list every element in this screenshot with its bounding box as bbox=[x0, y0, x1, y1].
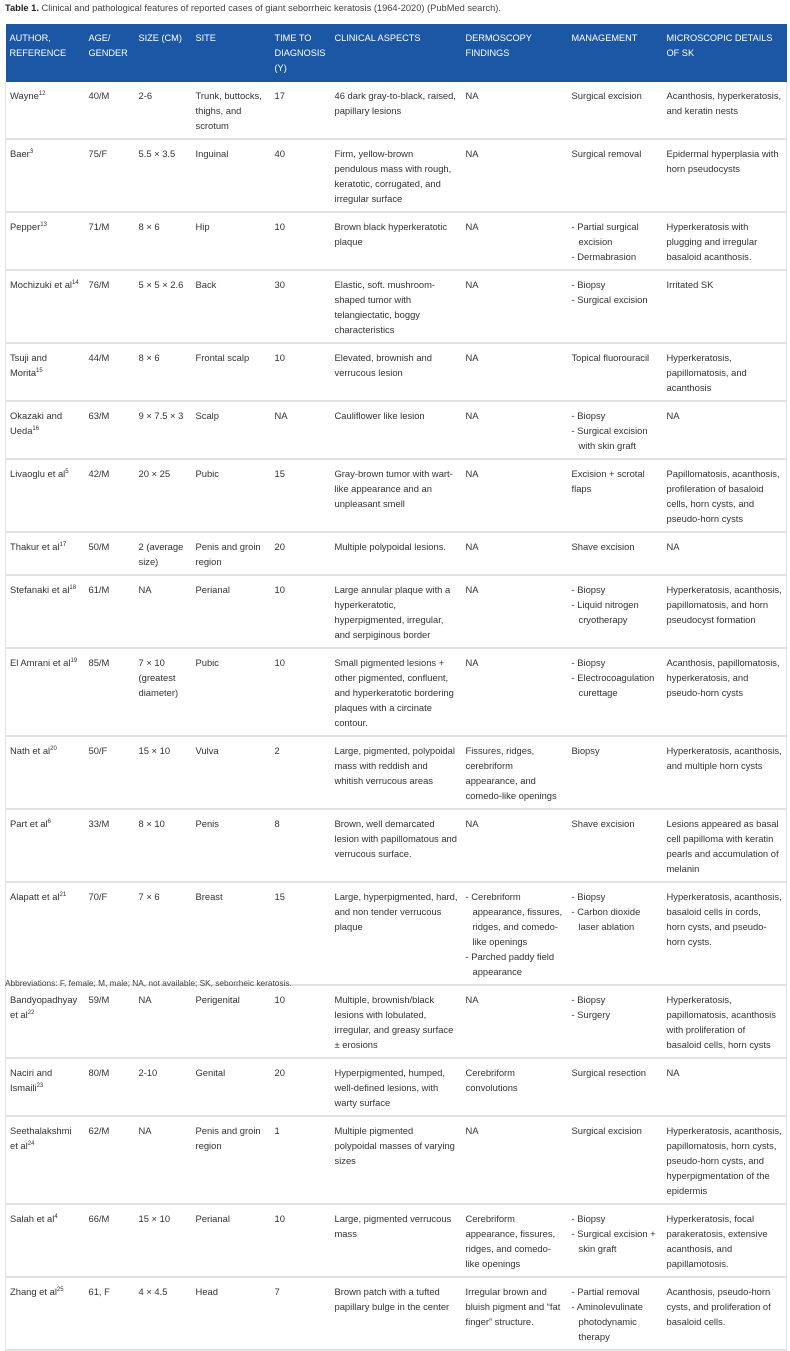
list-item: - Partial surgical excision bbox=[572, 219, 659, 249]
management-cell bbox=[568, 985, 663, 1058]
time-to-diagnosis-cell: 15 bbox=[271, 459, 331, 532]
list-item: - Cerebriform appearance, fissures, ridges, and comedo-like openings bbox=[466, 889, 564, 949]
list-item: - Liquid nitrogen cryotherapy bbox=[572, 597, 659, 627]
microscopic-details-cell: Hyperkeratosis, focal parakeratosis, extensive acanthosis, and papillamotosis. bbox=[663, 1204, 787, 1277]
time-to-diagnosis-cell: 20 bbox=[271, 1058, 331, 1116]
dermoscopy-cell: NA bbox=[462, 985, 568, 1058]
author-cell bbox=[6, 1058, 85, 1116]
reference-number: 18 bbox=[69, 585, 77, 591]
size-cell: 8 × 6 bbox=[135, 343, 192, 401]
author-cell bbox=[6, 139, 85, 212]
management-cell bbox=[568, 212, 663, 270]
table-row bbox=[6, 532, 787, 575]
microscopic-details-cell: Irritated SK bbox=[663, 270, 787, 343]
time-to-diagnosis-cell: 8 bbox=[271, 809, 331, 882]
clinical-aspects-cell: Brown black hyperkeratotic plaque bbox=[331, 212, 462, 270]
author-name: Tsuji and Morita bbox=[10, 352, 47, 378]
size-cell: 15 × 10 bbox=[135, 1204, 192, 1277]
age-gender-cell: 33/M bbox=[85, 809, 135, 882]
caption-text: Clinical and pathological features of reported cases of giant seborrheic keratosis (1964-2020) (PubMed search). bbox=[41, 3, 501, 13]
reference-number: 21 bbox=[59, 892, 67, 898]
author-cell bbox=[6, 1277, 85, 1350]
reference-number: 19 bbox=[70, 658, 78, 664]
site-cell: Genital bbox=[192, 1058, 271, 1116]
author-cell bbox=[6, 82, 85, 139]
microscopic-details-cell: Epidermal hyperplasia with horn pseudocysts bbox=[663, 139, 787, 212]
management-cell bbox=[568, 882, 663, 985]
size-cell: 9 × 7.5 × 3 bbox=[135, 401, 192, 459]
author-cell bbox=[6, 882, 85, 985]
column-header: TIME TO DIAGNOSIS (Y) bbox=[274, 33, 326, 73]
time-to-diagnosis-cell: 10 bbox=[271, 212, 331, 270]
age-gender-cell: 85/M bbox=[85, 648, 135, 736]
management-cell bbox=[568, 401, 663, 459]
dermoscopy-cell: NA bbox=[462, 809, 568, 882]
list-item: - Biopsy bbox=[572, 408, 659, 423]
reference-number: 14 bbox=[72, 280, 79, 286]
size-cell: NA bbox=[135, 575, 192, 648]
age-gender-cell: 76/M bbox=[85, 270, 135, 343]
time-to-diagnosis-cell: 10 bbox=[271, 575, 331, 648]
dermoscopy-cell: NA bbox=[462, 401, 568, 459]
site-cell: Perigenital bbox=[192, 985, 271, 1058]
clinical-aspects-cell: Cauliflower like lesion bbox=[331, 401, 462, 459]
table-row bbox=[6, 401, 787, 459]
time-to-diagnosis-cell: 10 bbox=[271, 648, 331, 736]
age-gender-cell: 61/M bbox=[85, 575, 135, 648]
management-cell: Surgical excision bbox=[568, 1116, 663, 1204]
author-name: Thakur et al bbox=[10, 541, 60, 552]
list-item: - Biopsy bbox=[572, 889, 659, 904]
microscopic-details-cell: Hyperkeratosis, papillomatosis, acanthosis with proliferation of basaloid cells, horn cysts bbox=[663, 985, 787, 1058]
management-cell bbox=[568, 1204, 663, 1277]
dermoscopy-cell: NA bbox=[462, 575, 568, 648]
age-gender-cell: 42/M bbox=[85, 459, 135, 532]
list-item: - Surgery bbox=[572, 1007, 659, 1022]
table-row bbox=[6, 1116, 787, 1204]
time-to-diagnosis-cell: 20 bbox=[271, 532, 331, 575]
reference-number: 24 bbox=[27, 1141, 35, 1147]
time-to-diagnosis-cell: 10 bbox=[271, 985, 331, 1058]
site-cell: Breast bbox=[192, 882, 271, 985]
author-cell bbox=[6, 736, 85, 809]
list-item: - Partial removal bbox=[572, 1284, 659, 1299]
time-to-diagnosis-cell: 15 bbox=[271, 882, 331, 985]
reference-number: 15 bbox=[36, 368, 43, 374]
site-cell: Pubic bbox=[192, 459, 271, 532]
microscopic-details-cell: Papillomatosis, acanthosis, profileration of basaloid cells, horn cysts, and pseudo-horn cysts bbox=[663, 459, 787, 532]
management-cell bbox=[568, 270, 663, 343]
clinical-aspects-cell: Elastic, soft. mushroom-shaped tumor with telangiectatic, boggy characteristics bbox=[331, 270, 462, 343]
microscopic-details-cell: Acanthosis, pseudo-horn cysts, and proliferation of basaloid cells. bbox=[663, 1277, 787, 1350]
author-cell bbox=[6, 985, 85, 1058]
author-name: Mochizuki et al bbox=[10, 279, 73, 290]
management-cell: Excision + scrotal flaps bbox=[568, 459, 663, 532]
table-footnote: Abbreviations: F, female; M, male; NA, not available; SK, seborrheic keratosis. bbox=[5, 978, 292, 988]
column-header: CLINICAL ASPECTS bbox=[334, 33, 421, 43]
author-cell bbox=[6, 575, 85, 648]
reference-number: 6 bbox=[47, 819, 51, 825]
list-item: - Surgical excision with skin graft bbox=[572, 423, 659, 453]
clinical-aspects-cell: Small pigmented lesions + other pigmented, confluent, and hyperkeratotic bordering plaques with a circinate contour. bbox=[331, 648, 462, 736]
author-name: Stefanaki et al bbox=[10, 584, 70, 595]
bullet-list bbox=[572, 889, 659, 934]
column-header: SIZE (CM) bbox=[138, 33, 182, 43]
author-name: Naciri and Ismaili bbox=[10, 1067, 53, 1093]
management-cell: Biopsy bbox=[568, 736, 663, 809]
age-gender-cell: 50/M bbox=[85, 532, 135, 575]
dermoscopy-cell: NA bbox=[462, 648, 568, 736]
table-caption bbox=[5, 3, 501, 13]
clinical-aspects-cell: Large, pigmented verrucous mass bbox=[331, 1204, 462, 1277]
author-name: Part et al bbox=[10, 818, 48, 829]
size-cell: 2-6 bbox=[135, 82, 192, 139]
microscopic-details-cell: Acanthosis, papillomatosis, hyperkeratosis, and pseudo-horn cysts bbox=[663, 648, 787, 736]
bullet-list bbox=[572, 219, 659, 264]
site-cell: Head bbox=[192, 1277, 271, 1350]
author-name: Seethalakshmi et al bbox=[10, 1125, 72, 1151]
microscopic-details-cell: NA bbox=[663, 1058, 787, 1116]
author-cell bbox=[6, 648, 85, 736]
table-row bbox=[6, 139, 787, 212]
microscopic-details-cell: Hyperkeratosis, acanthosis, basaloid cells in cords, horn cysts, and pseudo-horn cysts. bbox=[663, 882, 787, 985]
table-row bbox=[6, 343, 787, 401]
list-item: - Surgical excision + skin graft bbox=[572, 1226, 659, 1256]
author-name: Alapatt et al bbox=[10, 891, 60, 902]
age-gender-cell: 75/F bbox=[85, 139, 135, 212]
size-cell: NA bbox=[135, 1116, 192, 1204]
table-row bbox=[6, 575, 787, 648]
microscopic-details-cell: Acanthosis, hyperkeratosis, and keratin nests bbox=[663, 82, 787, 139]
dermoscopy-cell: NA bbox=[462, 532, 568, 575]
dermoscopy-cell: NA bbox=[462, 270, 568, 343]
size-cell: 7 × 6 bbox=[135, 882, 192, 985]
table-row bbox=[6, 736, 787, 809]
site-cell: Penis and groin region bbox=[192, 1116, 271, 1204]
clinical-aspects-cell: Multiple polypoidal lesions. bbox=[331, 532, 462, 575]
column-header: MANAGEMENT bbox=[571, 33, 638, 43]
author-cell bbox=[6, 270, 85, 343]
reference-number: 16 bbox=[32, 426, 40, 432]
table-row bbox=[6, 1204, 787, 1277]
author-cell bbox=[6, 532, 85, 575]
microscopic-details-cell: Lesions appeared as basal cell papilloma with keratin pearls and accumulation of melanin bbox=[663, 809, 787, 882]
site-cell: Inguinal bbox=[192, 139, 271, 212]
management-cell: Surgical resection bbox=[568, 1058, 663, 1116]
microscopic-details-cell: NA bbox=[663, 532, 787, 575]
bullet-list bbox=[572, 1284, 659, 1344]
time-to-diagnosis-cell: 30 bbox=[271, 270, 331, 343]
clinical-aspects-cell: Large, hyperpigmented, hard, and non tender verrucous plaque bbox=[331, 882, 462, 985]
clinical-aspects-cell: Multiple, brownish/black lesions with lobulated, irregular, and greasy surface ± erosions bbox=[331, 985, 462, 1058]
age-gender-cell: 50/F bbox=[85, 736, 135, 809]
management-cell bbox=[568, 575, 663, 648]
author-cell bbox=[6, 401, 85, 459]
site-cell: Back bbox=[192, 270, 271, 343]
clinical-aspects-cell: Hyperpigmented, humped, well-defined lesions, with warty surface bbox=[331, 1058, 462, 1116]
list-item: - Biopsy bbox=[572, 1211, 659, 1226]
clinical-aspects-cell: Brown, well demarcated lesion with papillomatous and verrucous surface. bbox=[331, 809, 462, 882]
site-cell: Penis and groin region bbox=[192, 532, 271, 575]
management-cell: Topical fluorouracil bbox=[568, 343, 663, 401]
age-gender-cell: 61, F bbox=[85, 1277, 135, 1350]
clinical-aspects-cell: Gray-brown tumor with wart-like appearance and an unpleasant smell bbox=[331, 459, 462, 532]
list-item: - Parched paddy field appearance bbox=[466, 949, 564, 979]
microscopic-details-cell: Hyperkeratosis, acanthosis, papillomatosis, horn cysts, pseudo-horn cysts, and hyperpigmentation of the epidermis bbox=[663, 1116, 787, 1204]
bullet-list bbox=[572, 1211, 659, 1256]
management-cell: Surgical removal bbox=[568, 139, 663, 212]
size-cell: 4 × 4.5 bbox=[135, 1277, 192, 1350]
table-row bbox=[6, 212, 787, 270]
reference-number: 23 bbox=[36, 1083, 44, 1089]
bullet-list bbox=[572, 408, 659, 453]
site-cell: Trunk, buttocks, thighs, and scrotum bbox=[192, 82, 271, 139]
reference-number: 12 bbox=[38, 91, 46, 97]
author-cell bbox=[6, 809, 85, 882]
size-cell: NA bbox=[135, 985, 192, 1058]
dermoscopy-cell bbox=[462, 882, 568, 985]
size-cell: 5.5 × 3.5 bbox=[135, 139, 192, 212]
site-cell: Pubic bbox=[192, 648, 271, 736]
dermoscopy-cell: NA bbox=[462, 1116, 568, 1204]
table-row bbox=[6, 82, 787, 139]
author-name: Zhang et al bbox=[10, 1286, 57, 1297]
author-cell bbox=[6, 459, 85, 532]
reference-number: 25 bbox=[56, 1287, 64, 1293]
table-row bbox=[6, 270, 787, 343]
table-row bbox=[6, 648, 787, 736]
dermoscopy-cell: NA bbox=[462, 459, 568, 532]
author-name: Okazaki and Ueda bbox=[10, 410, 63, 436]
author-name: Bandyopadhyay et al bbox=[10, 994, 78, 1020]
time-to-diagnosis-cell: 1 bbox=[271, 1116, 331, 1204]
size-cell: 2-10 bbox=[135, 1058, 192, 1116]
bullet-list bbox=[572, 277, 659, 307]
table-row bbox=[6, 1058, 787, 1116]
microscopic-details-cell: Hyperkeratosis with plugging and irregular basaloid acanthosis. bbox=[663, 212, 787, 270]
microscopic-details-cell: Hyperkeratosis, acanthosis, and multiple horn cysts bbox=[663, 736, 787, 809]
clinical-aspects-cell: Multiple pigmented polypoidal masses of varying sizes bbox=[331, 1116, 462, 1204]
dermoscopy-cell: Fissures, ridges, cerebriform appearance, and comedo-like openings bbox=[462, 736, 568, 809]
age-gender-cell: 62/M bbox=[85, 1116, 135, 1204]
microscopic-details-cell: Hyperkeratosis, papillomatosis, and acanthosis bbox=[663, 343, 787, 401]
dermoscopy-cell: Irregular brown and bluish pigment and “fat finger” structure. bbox=[462, 1277, 568, 1350]
dermoscopy-cell: NA bbox=[462, 343, 568, 401]
author-cell bbox=[6, 212, 85, 270]
author-name: Wayne bbox=[10, 90, 39, 101]
time-to-diagnosis-cell: 2 bbox=[271, 736, 331, 809]
list-item: - Surgical excision bbox=[572, 292, 659, 307]
bullet-list bbox=[466, 889, 564, 979]
author-cell bbox=[6, 343, 85, 401]
microscopic-details-cell: Hyperkeratosis, acanthosis, papillomatosis, and horn pseudocyst formation bbox=[663, 575, 787, 648]
author-name: Salah et al bbox=[10, 1213, 55, 1224]
age-gender-cell: 63/M bbox=[85, 401, 135, 459]
bullet-list bbox=[572, 992, 659, 1022]
site-cell: Perianal bbox=[192, 1204, 271, 1277]
time-to-diagnosis-cell: NA bbox=[271, 401, 331, 459]
reference-number: 13 bbox=[40, 222, 47, 228]
clinical-aspects-cell: Brown patch with a tufted papillary bulge in the center bbox=[331, 1277, 462, 1350]
author-name: El Amrani et al bbox=[10, 657, 71, 668]
site-cell: Scalp bbox=[192, 401, 271, 459]
management-cell bbox=[568, 1277, 663, 1350]
time-to-diagnosis-cell: 10 bbox=[271, 343, 331, 401]
bullet-list bbox=[572, 655, 659, 700]
dermoscopy-cell: Cerebriform convolutions bbox=[462, 1058, 568, 1116]
site-cell: Penis bbox=[192, 809, 271, 882]
reference-number: 22 bbox=[27, 1010, 35, 1016]
time-to-diagnosis-cell: 40 bbox=[271, 139, 331, 212]
author-name: Nath et al bbox=[10, 745, 51, 756]
author-name: Pepper bbox=[10, 221, 41, 232]
size-cell: 7 × 10 (greatest diameter) bbox=[135, 648, 192, 736]
column-header: SITE bbox=[195, 33, 216, 43]
reference-number: 17 bbox=[59, 542, 67, 548]
age-gender-cell: 40/M bbox=[85, 82, 135, 139]
time-to-diagnosis-cell: 7 bbox=[271, 1277, 331, 1350]
reference-number: 4 bbox=[54, 1214, 58, 1220]
list-item: - Biopsy bbox=[572, 992, 659, 1007]
site-cell: Hip bbox=[192, 212, 271, 270]
size-cell: 8 × 10 bbox=[135, 809, 192, 882]
dermoscopy-cell: NA bbox=[462, 139, 568, 212]
bullet-list bbox=[572, 582, 659, 627]
management-cell: Shave excision bbox=[568, 532, 663, 575]
table-body bbox=[6, 82, 787, 1350]
age-gender-cell: 71/M bbox=[85, 212, 135, 270]
clinical-aspects-cell: Elevated, brownish and verrucous lesion bbox=[331, 343, 462, 401]
column-header: DERMOSCOPY FINDINGS bbox=[465, 33, 532, 58]
site-cell: Frontal scalp bbox=[192, 343, 271, 401]
time-to-diagnosis-cell: 10 bbox=[271, 1204, 331, 1277]
list-item: - Biopsy bbox=[572, 277, 659, 292]
list-item: - Biopsy bbox=[572, 582, 659, 597]
clinical-aspects-cell: Large, pigmented, polypoidal mass with reddish and whitish verrucous areas bbox=[331, 736, 462, 809]
age-gender-cell: 44/M bbox=[85, 343, 135, 401]
microscopic-details-cell: NA bbox=[663, 401, 787, 459]
site-cell: Perianal bbox=[192, 575, 271, 648]
reference-number: 3 bbox=[29, 149, 34, 155]
author-cell bbox=[6, 1116, 85, 1204]
reference-number: 5 bbox=[65, 469, 69, 475]
list-item: - Dermabrasion bbox=[572, 249, 659, 264]
management-cell: Shave excision bbox=[568, 809, 663, 882]
age-gender-cell: 66/M bbox=[85, 1204, 135, 1277]
list-item: - Aminolevulinate photodynamic therapy bbox=[572, 1299, 659, 1344]
size-cell: 15 × 10 bbox=[135, 736, 192, 809]
clinical-aspects-cell: Firm, yellow-brown pendulous mass with rough, keratotic, corrugated, and irregular surface bbox=[331, 139, 462, 212]
time-to-diagnosis-cell: 17 bbox=[271, 82, 331, 139]
size-cell: 5 × 5 × 2.6 bbox=[135, 270, 192, 343]
dermoscopy-cell: NA bbox=[462, 82, 568, 139]
site-cell: Vulva bbox=[192, 736, 271, 809]
management-cell bbox=[568, 648, 663, 736]
table-row bbox=[6, 809, 787, 882]
cases-table bbox=[5, 24, 787, 1351]
dermoscopy-cell: NA bbox=[462, 212, 568, 270]
list-item: - Carbon dioxide laser ablation bbox=[572, 904, 659, 934]
table-row bbox=[6, 1277, 787, 1350]
size-cell: 8 × 6 bbox=[135, 212, 192, 270]
column-header: AUTHOR, REFERENCE bbox=[9, 33, 67, 58]
age-gender-cell: 70/F bbox=[85, 882, 135, 985]
age-gender-cell: 80/M bbox=[85, 1058, 135, 1116]
clinical-aspects-cell: Large annular plaque with a hyperkeratotic, hyperpigmented, irregular, and serpiginous border bbox=[331, 575, 462, 648]
size-cell: 2 (average size) bbox=[135, 532, 192, 575]
author-name: Baer bbox=[10, 148, 30, 159]
management-cell: Surgical excision bbox=[568, 82, 663, 139]
age-gender-cell: 59/M bbox=[85, 985, 135, 1058]
size-cell: 20 × 25 bbox=[135, 459, 192, 532]
column-header: MICROSCOPIC DETAILS OF SK bbox=[666, 33, 773, 58]
table-row bbox=[6, 985, 787, 1058]
table-row bbox=[6, 882, 787, 985]
reference-number: 20 bbox=[50, 746, 57, 752]
author-name: Livaoglu et al bbox=[10, 468, 66, 479]
author-cell bbox=[6, 1204, 85, 1277]
table-row bbox=[6, 459, 787, 532]
dermoscopy-cell: Cerebriform appearance, fissures, ridges, and comedo-like openings bbox=[462, 1204, 568, 1277]
list-item: - Electrocoagulation curettage bbox=[572, 670, 659, 700]
column-header: AGE/ GENDER bbox=[88, 33, 128, 58]
clinical-aspects-cell: 46 dark gray-to-black, raised, papillary lesions bbox=[331, 82, 462, 139]
caption-label: Table 1. bbox=[5, 3, 39, 13]
list-item: - Biopsy bbox=[572, 655, 659, 670]
table-header-row bbox=[6, 24, 787, 82]
